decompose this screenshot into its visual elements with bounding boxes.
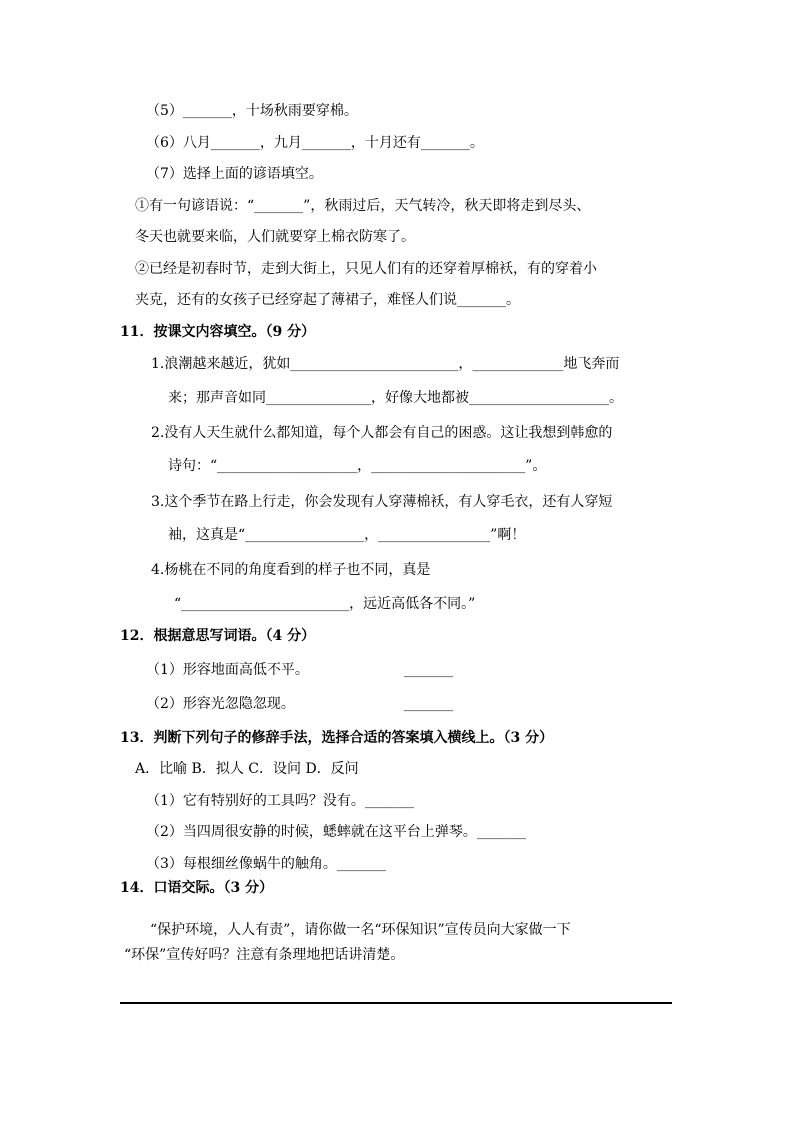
q11-heading: 11．按课文内容填空。（9 分） [120,324,316,340]
q12-item2-blank: _______ [404,696,453,712]
q12-item1-blank: _______ [404,662,453,678]
q13-item1: （1）它有特别好的工具吗？没有。_______ [146,793,414,809]
q11-item4-line1: 4.杨桃在不同的角度看到的样子也不同，真是 [151,562,431,578]
q12-item2-text: （2）形容光忽隐忽现。 [146,696,295,712]
q14-text-line2: “环保”宣传好吗？注意有条理地把话讲清楚。 [124,947,405,963]
q11-item2-line2: 诗句：“____________________，______________________”。 [168,458,547,474]
q11-item1-line1: 1.浪潮越来越近，犹如________________________，_____________地飞奔而 [151,356,620,372]
s10-paragraph1-line1: ①有一句谚语说：“_______”，秋雨过后，天气转冷，秋天即将走到尽头、 [135,198,591,214]
answer-line [120,1002,672,1004]
s10-paragraph2-line1: ②已经是初春时节，走到大街上，只见人们有的还穿着厚棉袄，有的穿着小 [135,261,597,277]
s10-item7: （7）选择上面的谚语填空。 [146,166,323,182]
q14-text-line1: “保护环境，人人有责”，请你做一名“环保知识”宣传员向大家做一下 [150,922,571,938]
q13-item2: （2）当四周很安静的时候，蟋蟀就在这平台上弹琴。_______ [146,824,526,840]
q11-item3-line2: 袖，这真是“_________________，________________”啊！ [168,527,526,543]
q13-options: A．比喻 B．拟人 C．设问 D．反问 [135,761,359,777]
q13-heading: 13．判断下列句子的修辞手法，选择合适的答案填入横线上。（3 分） [120,730,554,746]
s10-paragraph2-line2: 夹克，还有的女孩子已经穿起了薄裙子，难怪人们说_______。 [135,292,520,308]
q11-item2-line1: 2.没有人天生就什么都知道，每个人都会有自己的困惑。这让我想到韩愈的 [151,425,613,441]
s10-item5: （5）_______，十场秋雨要穿棉。 [146,103,358,119]
q11-item4-line2: “________________________，远近高低各不同。” [174,596,476,612]
s10-item6: （6）八月_______，九月_______，十月还有_______。 [146,135,484,151]
s10-paragraph1-line2: 冬天也就要来临，人们就要穿上棉衣防寒了。 [135,229,415,245]
q11-item1-line2: 来；那声音如同_______________，好像大地都被____________________。 [168,390,623,406]
q11-item3-line1: 3.这个季节在路上行走，你会发现有人穿薄棉袄，有人穿毛衣，还有人穿短 [151,494,613,510]
q13-item3: （3）每根细丝像蜗牛的触角。_______ [146,856,386,872]
q12-heading: 12．根据意思写词语。（4 分） [120,628,316,644]
q12-item1-text: （1）形容地面高低不平。 [146,662,309,678]
q14-heading: 14．口语交际。（3 分） [120,880,274,896]
